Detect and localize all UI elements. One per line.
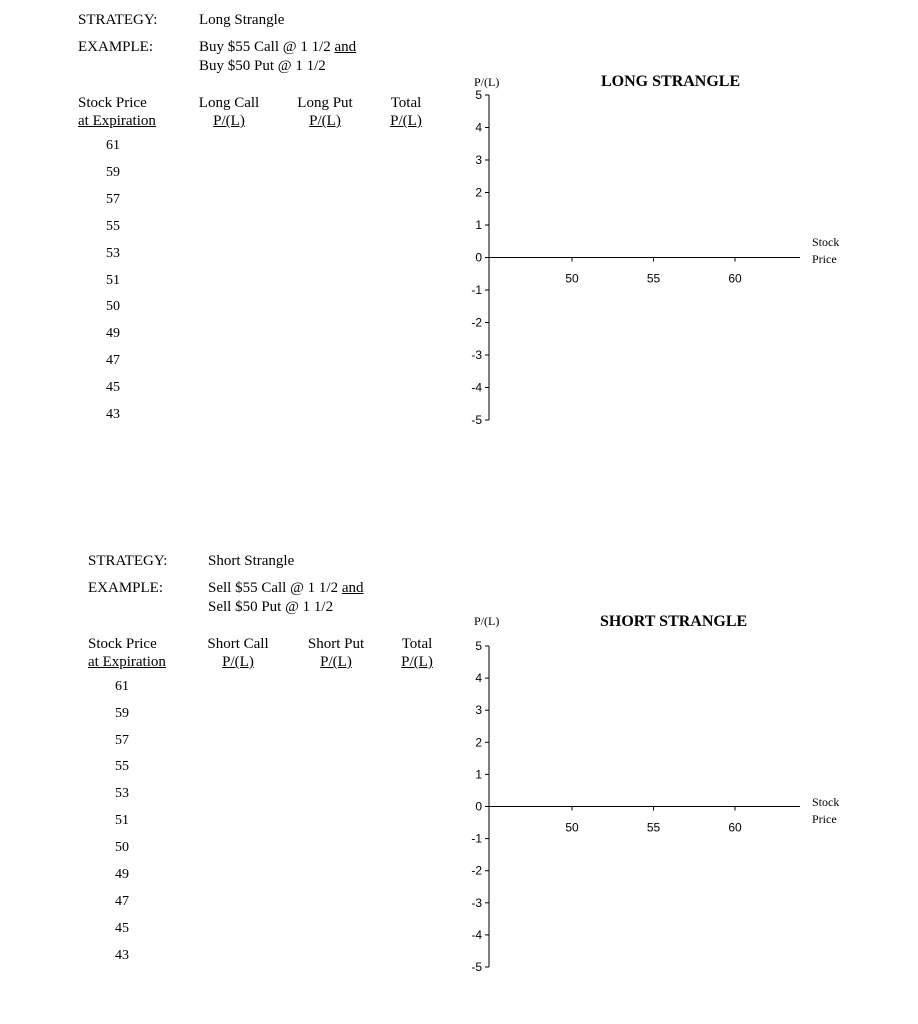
- col-header-short-call: Short Call: [207, 636, 269, 652]
- example-line-2: Buy $50 Put @ 1 1/2: [199, 58, 326, 74]
- col-header-long-put: Long Put: [297, 95, 353, 111]
- x-axis-label-line-1: Stock: [812, 795, 840, 809]
- example-and-link[interactable]: and: [341, 580, 364, 596]
- price-row: 50: [106, 299, 120, 314]
- x-axis-label-line-2: Price: [812, 812, 837, 826]
- col-header-short-put: Short Put: [307, 636, 365, 652]
- example-line-2: Sell $50 Put @ 1 1/2: [208, 599, 334, 615]
- price-row: 43: [115, 948, 129, 963]
- price-row: 57: [106, 192, 120, 207]
- y-tick-label: 3: [475, 703, 482, 718]
- y-tick-label: -1: [471, 831, 482, 846]
- y-tick-label: 3: [475, 153, 482, 167]
- chart-title: LONG STRANGLE: [601, 73, 741, 90]
- x-tick-label: 50: [565, 271, 579, 286]
- example-line-1-text: Buy $55 Call @ 1 1/2: [199, 39, 335, 55]
- col-header-long-put-pl: P/(L): [309, 113, 341, 129]
- y-tick-label: -3: [471, 895, 482, 910]
- y-tick-label: 1: [475, 218, 482, 232]
- strategy-label: STRATEGY:: [78, 12, 158, 28]
- x-tick-label: 60: [728, 271, 742, 286]
- price-row: 61: [115, 679, 129, 694]
- price-row: 51: [115, 813, 129, 828]
- col-header-total-pl: P/(L): [390, 113, 422, 129]
- price-row: 53: [115, 786, 129, 801]
- y-tick-label: 5: [475, 88, 482, 102]
- col-header-stock-price: Stock Price: [78, 95, 147, 111]
- x-tick-label: 55: [646, 820, 661, 835]
- col-header-total: Total: [401, 636, 433, 652]
- x-axis-label-line-2: Price: [812, 252, 837, 266]
- price-row: 50: [115, 840, 129, 855]
- price-row: 61: [106, 138, 120, 153]
- y-tick-label: -1: [471, 283, 482, 297]
- y-axis-label: P/(L): [474, 75, 500, 89]
- y-tick-label: -2: [471, 315, 482, 330]
- y-tick-label: -5: [471, 413, 482, 427]
- example-label: EXAMPLE:: [78, 39, 153, 55]
- col-header-long-call: Long Call: [198, 95, 260, 111]
- y-tick-label: 0: [475, 799, 482, 814]
- price-row: 59: [115, 706, 129, 721]
- price-row: 59: [106, 165, 120, 180]
- y-tick-label: 1: [475, 767, 482, 782]
- y-tick-label: -3: [471, 348, 482, 362]
- chart-title: SHORT STRANGLE: [600, 613, 748, 630]
- y-tick-label: 4: [475, 671, 482, 686]
- price-row: 49: [115, 867, 129, 882]
- price-row: 43: [106, 407, 120, 422]
- price-row: 47: [106, 353, 120, 368]
- example-label: EXAMPLE:: [88, 580, 163, 596]
- y-axis-label: P/(L): [474, 614, 500, 628]
- y-tick-label: 0: [475, 250, 482, 265]
- col-header-short-put-pl: P/(L): [320, 654, 352, 670]
- price-row: 45: [115, 921, 129, 936]
- col-header-total-pl: P/(L): [401, 654, 433, 670]
- example-line-1-text: Sell $55 Call @ 1 1/2: [208, 580, 342, 596]
- y-tick-label: -2: [471, 863, 482, 878]
- example-and-link[interactable]: and: [334, 39, 357, 55]
- x-tick-label: 55: [646, 271, 661, 286]
- col-header-long-call-pl: P/(L): [213, 113, 245, 129]
- y-tick-label: -4: [471, 927, 482, 942]
- x-tick-label: 60: [728, 820, 742, 835]
- col-header-at-expiration: at Expiration: [88, 654, 166, 670]
- y-tick-label: 4: [475, 120, 482, 135]
- price-row: 55: [115, 759, 129, 774]
- col-header-short-call-pl: P/(L): [222, 654, 254, 670]
- price-row: 53: [106, 246, 120, 261]
- x-axis-label-line-1: Stock: [812, 235, 840, 249]
- strategy-label: STRATEGY:: [88, 553, 168, 569]
- y-tick-label: -5: [471, 960, 482, 974]
- strategy-value: Short Strangle: [208, 553, 295, 569]
- price-row: 45: [106, 380, 120, 395]
- strategy-value: Long Strangle: [199, 12, 285, 28]
- col-header-total: Total: [390, 95, 422, 111]
- y-tick-label: -4: [471, 380, 482, 395]
- price-row: 49: [106, 326, 120, 341]
- y-tick-label: 2: [475, 735, 482, 750]
- price-row: 51: [106, 273, 120, 288]
- y-tick-label: 5: [475, 639, 482, 653]
- price-row: 55: [106, 219, 120, 234]
- x-tick-label: 50: [565, 820, 579, 835]
- y-tick-label: 2: [475, 185, 482, 200]
- col-header-stock-price: Stock Price: [88, 636, 157, 652]
- col-header-at-expiration: at Expiration: [78, 113, 156, 129]
- price-row: 57: [115, 733, 129, 748]
- price-row: 47: [115, 894, 129, 909]
